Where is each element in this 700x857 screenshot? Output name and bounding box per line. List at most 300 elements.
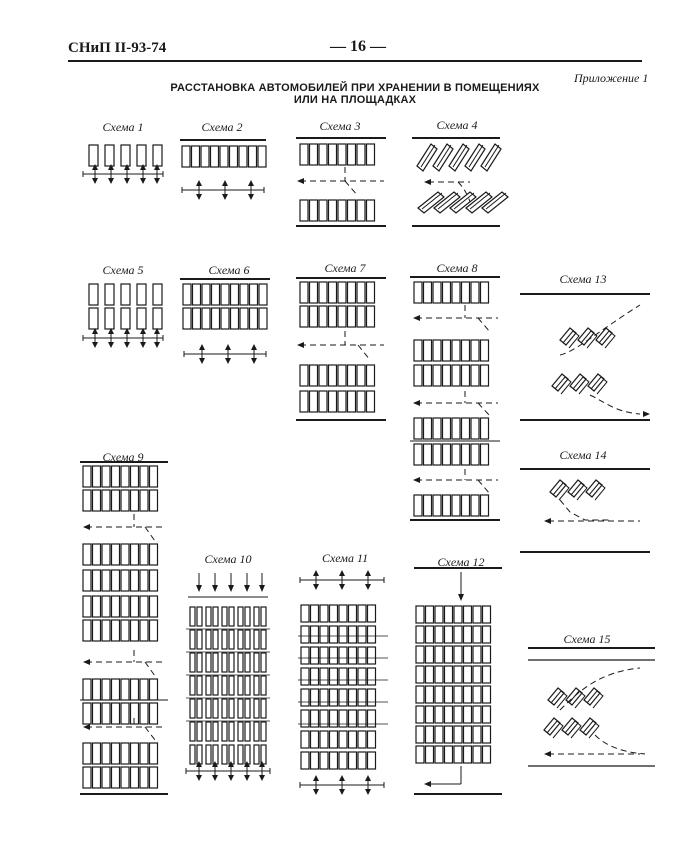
- car-space: [348, 391, 356, 412]
- car-space: [102, 490, 110, 511]
- car-space: [140, 596, 148, 617]
- car-space: [311, 710, 319, 727]
- car-space: [190, 676, 195, 695]
- car-space: [473, 666, 481, 683]
- title-line-1: РАССТАНОВКА АВТОМОБИЛЕЙ ПРИ ХРАНЕНИИ В ПОМЕЩЕНИЯХ: [170, 82, 540, 94]
- car-space: [153, 145, 162, 166]
- car-space: [481, 340, 489, 361]
- car-space: [300, 391, 308, 412]
- car-space: [454, 706, 462, 723]
- car-space: [193, 284, 201, 305]
- car-space: [473, 706, 481, 723]
- car-space: [240, 284, 248, 305]
- scheme-2-diagram: [180, 140, 266, 200]
- car-space: [445, 666, 453, 683]
- car-space: [338, 306, 346, 327]
- car-space: [121, 284, 130, 305]
- car-space: [112, 544, 120, 565]
- car-space: [435, 746, 443, 763]
- car-space: [261, 676, 266, 695]
- car-space: [222, 653, 227, 672]
- car-space: [416, 626, 424, 643]
- car-space: [89, 145, 98, 166]
- scheme-12-label: Схема 12: [437, 555, 485, 569]
- arrow-up: [222, 180, 228, 186]
- scheme-4-diagram: [412, 138, 508, 226]
- arrow-left: [297, 178, 304, 184]
- car-space: [221, 284, 229, 305]
- car-space: [330, 647, 338, 664]
- car-space: [454, 666, 462, 683]
- car-space: [238, 676, 243, 695]
- page-number: — 16 —: [330, 38, 386, 55]
- car-space: [206, 722, 211, 741]
- car-space: [464, 606, 472, 623]
- car-space: [416, 606, 424, 623]
- car-space: [483, 666, 491, 683]
- car-space: [349, 710, 357, 727]
- arrow-down: [251, 358, 257, 364]
- scheme-8-diagram: [410, 277, 500, 520]
- car-space: [481, 282, 489, 303]
- car-space: [452, 444, 460, 465]
- car-space: [105, 284, 114, 305]
- arrow-up: [92, 164, 98, 170]
- car-space: [212, 284, 220, 305]
- arrow-down: [196, 585, 202, 592]
- arrow-down: [313, 789, 319, 795]
- car-space: [433, 340, 441, 361]
- car-space: [426, 606, 434, 623]
- car-space: [206, 653, 211, 672]
- car-space: [348, 306, 356, 327]
- car-space: [245, 607, 250, 626]
- car-space: [150, 490, 158, 511]
- arrow-up: [339, 775, 345, 781]
- arrow-down: [225, 358, 231, 364]
- car-space: [443, 282, 451, 303]
- car-space: [435, 706, 443, 723]
- car-space: [473, 746, 481, 763]
- car-space: [238, 630, 243, 649]
- car-space: [300, 306, 308, 327]
- car-space: [137, 284, 146, 305]
- car-space: [102, 596, 110, 617]
- car-space: [464, 726, 472, 743]
- car-space: [121, 490, 129, 511]
- car-space: [368, 731, 376, 748]
- car-space: [483, 646, 491, 663]
- car-space: [213, 745, 218, 764]
- car-space: [368, 710, 376, 727]
- car-space: [190, 630, 195, 649]
- car-space: [416, 726, 424, 743]
- car-space: [112, 466, 120, 487]
- car-space: [83, 570, 91, 591]
- scheme-6-diagram: [180, 279, 270, 364]
- car-space: [424, 365, 432, 386]
- car-space: [471, 495, 479, 516]
- car-space: [471, 444, 479, 465]
- car-space: [202, 308, 210, 329]
- scheme-11-label: Схема 11: [321, 551, 369, 565]
- car-space: [426, 626, 434, 643]
- car-space: [150, 743, 158, 764]
- car-space: [137, 308, 146, 329]
- car-space: [454, 606, 462, 623]
- car-space: [240, 308, 248, 329]
- car-space: [220, 146, 228, 167]
- car-space: [348, 144, 356, 165]
- car-space: [357, 306, 365, 327]
- car-space: [140, 679, 148, 700]
- car-space: [414, 282, 422, 303]
- car-space: [416, 646, 424, 663]
- car-space: [424, 418, 432, 439]
- car-space: [339, 626, 347, 643]
- car-space: [212, 308, 220, 329]
- car-space: [452, 495, 460, 516]
- arrow-up: [365, 775, 371, 781]
- car-space: [239, 146, 247, 167]
- car-space: [416, 686, 424, 703]
- car-space: [213, 722, 218, 741]
- car-space: [153, 284, 162, 305]
- car-space: [483, 746, 491, 763]
- car-space: [202, 284, 210, 305]
- car-space: [249, 146, 257, 167]
- car-space: [261, 630, 266, 649]
- car-space: [367, 365, 375, 386]
- car-space: [311, 668, 319, 685]
- car-space: [471, 418, 479, 439]
- arrow-left: [297, 342, 304, 348]
- car-space: [121, 703, 129, 724]
- car-space: [254, 745, 259, 764]
- car-space: [93, 490, 101, 511]
- scheme-11-diagram: [298, 570, 388, 795]
- car-space: [483, 726, 491, 743]
- car-space: [310, 365, 318, 386]
- scheme-2-label: Схема 2: [201, 120, 243, 134]
- car-space: [112, 570, 120, 591]
- car-space: [358, 626, 366, 643]
- car-space: [238, 607, 243, 626]
- car-space: [211, 146, 219, 167]
- car-space: [435, 626, 443, 643]
- car-space: [93, 743, 101, 764]
- title-line-2: ИЛИ НА ПЛОЩАДКАХ: [293, 94, 417, 106]
- car-space: [197, 699, 202, 718]
- car-space: [121, 145, 130, 166]
- car-space: [121, 570, 129, 591]
- car-space: [258, 146, 266, 167]
- car-space: [464, 626, 472, 643]
- car-space: [452, 282, 460, 303]
- scheme-3-diagram: [296, 138, 386, 226]
- scheme-14-diagram: [520, 469, 650, 552]
- car-space: [301, 668, 309, 685]
- car-space: [183, 308, 191, 329]
- car-space: [416, 706, 424, 723]
- car-space: [213, 607, 218, 626]
- car-space: [89, 284, 98, 305]
- car-space: [481, 418, 489, 439]
- car-space: [330, 710, 338, 727]
- scheme-14-label: Схема 14: [559, 448, 607, 462]
- car-space: [443, 444, 451, 465]
- car-space: [140, 620, 148, 641]
- car-space: [339, 668, 347, 685]
- scheme-7-label: Схема 7: [324, 261, 366, 275]
- car-space: [320, 605, 328, 622]
- car-space: [238, 699, 243, 718]
- arrow-up: [124, 164, 130, 170]
- car-space: [254, 653, 259, 672]
- car-space: [301, 731, 309, 748]
- scheme-15-label: Схема 15: [563, 632, 611, 646]
- car-space: [238, 653, 243, 672]
- car-space: [193, 308, 201, 329]
- car-space: [338, 144, 346, 165]
- arrow-down: [365, 789, 371, 795]
- car-space: [339, 605, 347, 622]
- car-space: [443, 365, 451, 386]
- car-space: [182, 146, 190, 167]
- scheme-6-label: Схема 6: [208, 263, 250, 277]
- arrow-up: [365, 570, 371, 576]
- car-space: [206, 745, 211, 764]
- traffic-path: [478, 403, 490, 416]
- car-space: [102, 743, 110, 764]
- car-space: [348, 365, 356, 386]
- car-space: [367, 391, 375, 412]
- car-space: [330, 626, 338, 643]
- arrow-down: [339, 789, 345, 795]
- car-space: [197, 607, 202, 626]
- car-space: [131, 544, 139, 565]
- car-space: [367, 200, 375, 221]
- car-space: [435, 666, 443, 683]
- car-space: [320, 689, 328, 706]
- car-space: [245, 653, 250, 672]
- car-space: [329, 391, 337, 412]
- scheme-13-label: Схема 13: [559, 272, 607, 286]
- car-space: [426, 646, 434, 663]
- car-space: [112, 767, 120, 788]
- car-space: [102, 466, 110, 487]
- car-space: [222, 722, 227, 741]
- arrow-down: [365, 584, 371, 590]
- arrow-down: [140, 178, 146, 184]
- car-space: [190, 699, 195, 718]
- car-space: [464, 666, 472, 683]
- arrow-left: [83, 524, 90, 530]
- car-space: [245, 630, 250, 649]
- car-space: [301, 710, 309, 727]
- car-space: [197, 722, 202, 741]
- scheme-12-diagram: [414, 568, 502, 794]
- car-space: [339, 731, 347, 748]
- car-space: [357, 200, 365, 221]
- car-space: [83, 544, 91, 565]
- car-space: [338, 282, 346, 303]
- car-space: [131, 490, 139, 511]
- car-space: [319, 282, 327, 303]
- arrow-down: [92, 178, 98, 184]
- car-space: [254, 630, 259, 649]
- arrow-down: [313, 584, 319, 590]
- car-space: [112, 596, 120, 617]
- car-space: [131, 466, 139, 487]
- car-space: [137, 145, 146, 166]
- car-space: [339, 647, 347, 664]
- car-space: [435, 646, 443, 663]
- arrow-down: [458, 594, 464, 601]
- car-space: [206, 630, 211, 649]
- car-space: [310, 200, 318, 221]
- car-space: [435, 606, 443, 623]
- car-space: [473, 686, 481, 703]
- car-space: [424, 340, 432, 361]
- car-space: [368, 689, 376, 706]
- car-space: [112, 490, 120, 511]
- car-space: [426, 686, 434, 703]
- car-space: [197, 745, 202, 764]
- scheme-1-label: Схема 1: [102, 120, 144, 134]
- car-space: [230, 146, 238, 167]
- traffic-path: [345, 181, 358, 196]
- arrow-up: [248, 180, 254, 186]
- car-space: [358, 689, 366, 706]
- car-space: [102, 620, 110, 641]
- car-space: [452, 418, 460, 439]
- car-space: [462, 444, 470, 465]
- arrow-down: [154, 342, 160, 348]
- scheme-9-diagram: [80, 462, 168, 794]
- traffic-path: [358, 345, 370, 360]
- car-space: [368, 668, 376, 685]
- car-space: [311, 731, 319, 748]
- car-space: [319, 391, 327, 412]
- car-space: [435, 726, 443, 743]
- car-space: [197, 630, 202, 649]
- car-space: [445, 726, 453, 743]
- car-space: [213, 653, 218, 672]
- car-space: [105, 308, 114, 329]
- car-space: [319, 200, 327, 221]
- car-space: [424, 282, 432, 303]
- car-space: [83, 743, 91, 764]
- car-space: [301, 647, 309, 664]
- car-space: [93, 544, 101, 565]
- arrow-up: [313, 570, 319, 576]
- car-space: [83, 490, 91, 511]
- car-space: [349, 647, 357, 664]
- traffic-path: [145, 727, 155, 740]
- car-space: [320, 710, 328, 727]
- car-space: [433, 495, 441, 516]
- arrow-down: [124, 178, 130, 184]
- car-space: [349, 731, 357, 748]
- arrow-down: [108, 342, 114, 348]
- scheme-8-label: Схема 8: [436, 261, 478, 275]
- car-space: [435, 686, 443, 703]
- arrow-left: [83, 659, 90, 665]
- car-space: [301, 626, 309, 643]
- car-space: [433, 282, 441, 303]
- car-space: [150, 679, 158, 700]
- car-space: [445, 746, 453, 763]
- car-space: [150, 703, 158, 724]
- car-space: [83, 620, 91, 641]
- car-space: [329, 282, 337, 303]
- car-space: [300, 365, 308, 386]
- car-space: [121, 767, 129, 788]
- car-space: [339, 689, 347, 706]
- car-space: [358, 668, 366, 685]
- car-space: [140, 490, 148, 511]
- car-space: [357, 144, 365, 165]
- scheme-3-label: Схема 3: [319, 119, 361, 133]
- car-space: [153, 308, 162, 329]
- car-space: [310, 306, 318, 327]
- car-space: [261, 607, 266, 626]
- car-space: [349, 626, 357, 643]
- car-space: [121, 596, 129, 617]
- arrow-left: [544, 518, 551, 524]
- car-space: [254, 722, 259, 741]
- car-space: [222, 745, 227, 764]
- arrow-down: [196, 775, 202, 781]
- car-space: [222, 630, 227, 649]
- car-space: [229, 676, 234, 695]
- car-space: [357, 365, 365, 386]
- car-space: [338, 391, 346, 412]
- car-space: [329, 144, 337, 165]
- car-space: [190, 745, 195, 764]
- car-space: [201, 146, 209, 167]
- car-space: [213, 630, 218, 649]
- car-space: [131, 570, 139, 591]
- car-space: [229, 699, 234, 718]
- car-space: [93, 570, 101, 591]
- arrow-down: [212, 585, 218, 592]
- car-space: [213, 699, 218, 718]
- car-space: [349, 668, 357, 685]
- arrow-down: [196, 194, 202, 200]
- traffic-path: [560, 668, 640, 710]
- car-space: [190, 722, 195, 741]
- car-space: [481, 495, 489, 516]
- car-space: [310, 144, 318, 165]
- arrow-down: [108, 178, 114, 184]
- car-space: [481, 444, 489, 465]
- car-space: [310, 391, 318, 412]
- car-space: [254, 607, 259, 626]
- car-space: [89, 308, 98, 329]
- car-space: [112, 679, 120, 700]
- car-space: [471, 365, 479, 386]
- scheme-5-label: Схема 5: [102, 263, 144, 277]
- car-space: [358, 752, 366, 769]
- car-space: [131, 679, 139, 700]
- car-space: [93, 703, 101, 724]
- car-space: [121, 544, 129, 565]
- car-space: [131, 767, 139, 788]
- car-space: [358, 731, 366, 748]
- arrow-left: [83, 724, 90, 730]
